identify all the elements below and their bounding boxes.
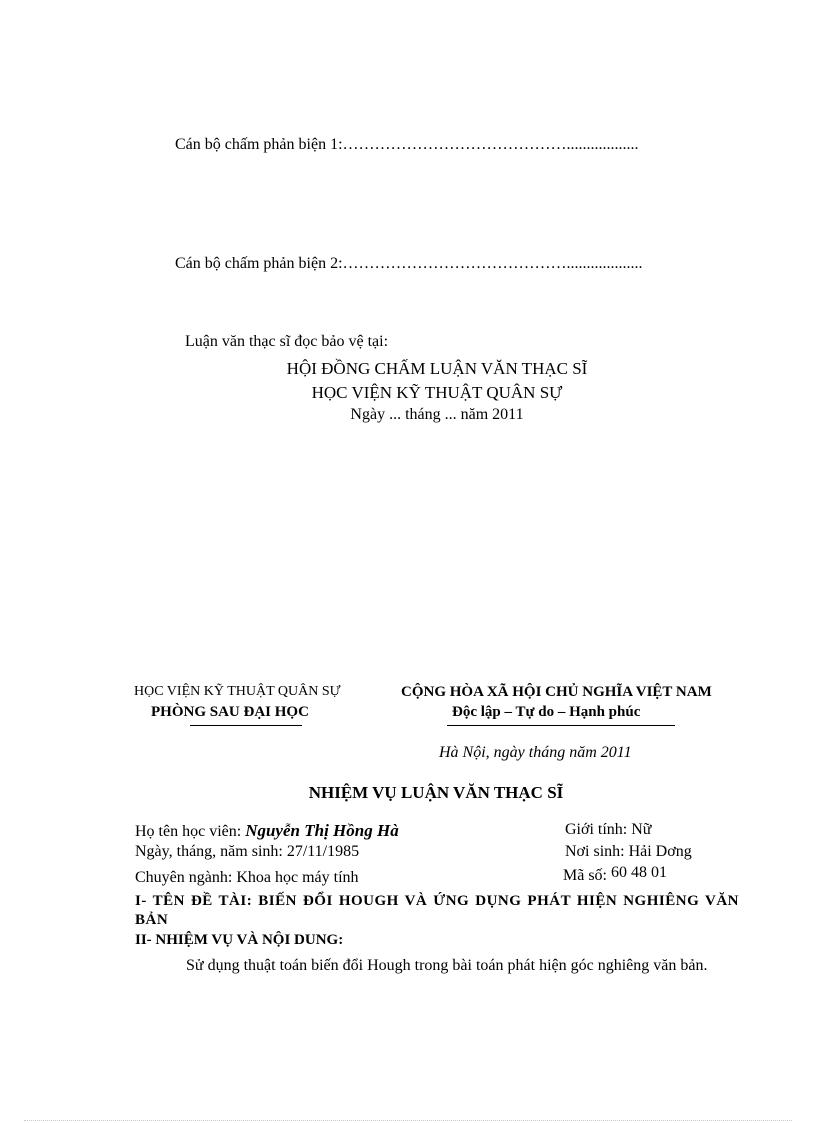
department-underline [190,725,302,726]
reviewer-2-line: Cán bộ chấm phản biện 2:……………………………………................... [175,255,643,272]
document-title: NHIỆM VỤ LUẬN VĂN THẠC SĨ [308,783,564,802]
motto-underline [447,725,675,726]
topic-heading: I- TÊN ĐỀ TÀI: BIẾN ĐỔI HOUGH VÀ ỨNG DỤNG PHÁT HIỆN NGHIÊNG VĂN BẢN [135,893,739,928]
major-code-label: Mã số: [563,867,607,884]
national-motto: Độc lập – Tự do – Hạnh phúc [452,704,641,720]
defense-date: Ngày ... tháng ... năm 2011 [350,406,524,423]
page-bottom-divider [24,1120,792,1121]
date-of-birth: Ngày, tháng, năm sinh: 27/11/1985 [135,843,360,860]
department-name: PHÒNG SAU ĐẠI HỌC [151,704,309,720]
major-code-row [563,864,667,885]
reviewer-1-line: Cán bộ chấm phản biện 1:…………………………………….................. [175,136,639,153]
defense-academy: HỌC VIỆN KỸ THUẬT QUÂN SỰ [311,383,563,402]
task-heading: II- NHIỆM VỤ VÀ NỘI DUNG: [135,932,344,948]
student-name-row [135,821,399,841]
birthplace: Nơi sinh: Hải Dơng [565,843,692,860]
place-date: Hà Nội, ngày tháng năm 2011 [439,744,632,761]
task-body: Sử dụng thuật toán biến đổi Hough trong bài toán phát hiện góc nghiêng văn bản. [186,957,708,974]
student-name-label: Họ tên học viên: [135,823,246,840]
defense-intro: Luận văn thạc sĩ đọc bảo vệ tại: [185,333,389,350]
major-code-value: 60 48 01 [611,864,667,881]
gender: Giới tính: Nữ [565,821,652,838]
major: Chuyên ngành: Khoa học máy tính [135,869,359,886]
academy-name: HỌC VIỆN KỸ THUẬT QUÂN SỰ [134,684,341,699]
republic-name: CỘNG HÒA XÃ HỘI CHỦ NGHĨA VIỆT NAM [401,684,712,700]
defense-council: HỘI ĐỒNG CHẤM LUẬN VĂN THẠC SĨ [286,359,588,378]
student-name-value: Nguyễn Thị Hồng Hà [245,821,399,840]
